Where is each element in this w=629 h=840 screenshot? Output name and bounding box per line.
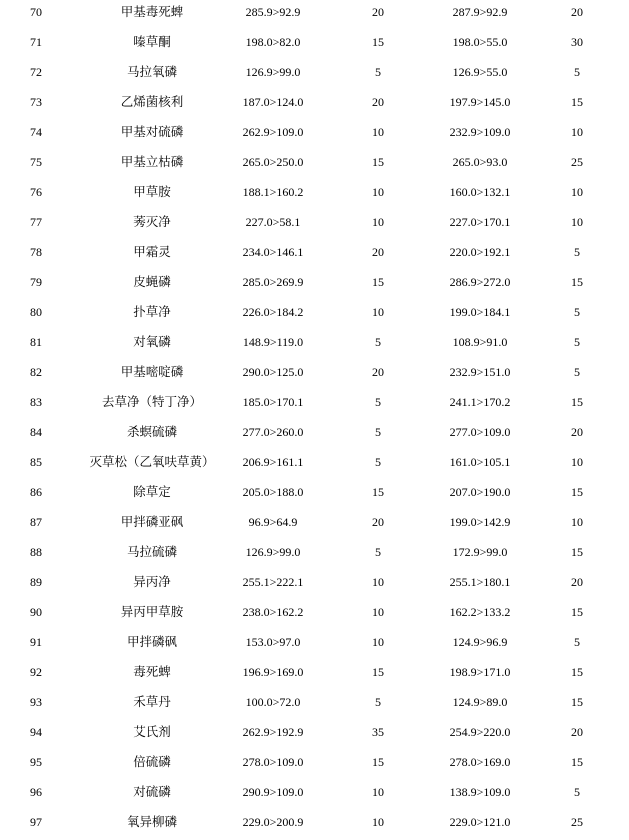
qualifier-collision-energy: 20 xyxy=(571,5,583,19)
quantifier-collision-energy: 15 xyxy=(372,755,384,769)
table-row xyxy=(0,450,629,480)
qualifier-collision-energy: 15 xyxy=(571,545,583,559)
quantifier-transition: 126.9>99.0 xyxy=(245,65,301,79)
quantifier-collision-energy: 20 xyxy=(372,365,384,379)
row-number: 92 xyxy=(30,665,42,679)
qualifier-collision-energy: 15 xyxy=(571,665,583,679)
row-number: 89 xyxy=(30,575,42,589)
compound-name: 异丙净 xyxy=(133,574,171,589)
quantifier-transition: 285.9>92.9 xyxy=(245,5,301,19)
qualifier-collision-energy: 20 xyxy=(571,425,583,439)
compound-name: 氧异柳磷 xyxy=(126,814,177,829)
qualifier-collision-energy: 5 xyxy=(574,305,580,319)
qualifier-transition: 199.0>142.9 xyxy=(449,515,511,529)
quantifier-transition: 126.9>99.0 xyxy=(245,545,301,559)
quantifier-transition: 148.9>119.0 xyxy=(242,335,304,349)
compound-name: 嗪草酮 xyxy=(133,34,171,49)
compound-name: 异丙甲草胺 xyxy=(120,604,184,619)
compound-name: 毒死蜱 xyxy=(133,664,171,679)
qualifier-transition: 277.0>109.0 xyxy=(449,425,511,439)
quantifier-transition: 290.9>109.0 xyxy=(242,785,304,799)
quantifier-collision-energy: 5 xyxy=(375,335,381,349)
table-row xyxy=(0,60,629,90)
table-row xyxy=(0,420,629,450)
qualifier-collision-energy: 15 xyxy=(571,605,583,619)
qualifier-transition: 197.9>145.0 xyxy=(449,95,511,109)
quantifier-transition: 234.0>146.1 xyxy=(242,245,304,259)
quantifier-transition: 205.0>188.0 xyxy=(242,485,304,499)
row-number: 75 xyxy=(30,155,42,169)
row-number: 95 xyxy=(30,755,42,769)
quantifier-collision-energy: 10 xyxy=(372,605,384,619)
table-row xyxy=(0,330,629,360)
compound-name: 对氧磷 xyxy=(133,334,171,349)
quantifier-collision-energy: 10 xyxy=(372,305,384,319)
compound-name: 马拉氧磷 xyxy=(126,64,177,79)
table-row xyxy=(0,150,629,180)
quantifier-transition: 227.0>58.1 xyxy=(245,215,301,229)
row-number: 82 xyxy=(30,365,42,379)
qualifier-collision-energy: 10 xyxy=(571,455,583,469)
table-row xyxy=(0,630,629,660)
table-row xyxy=(0,270,629,300)
qualifier-transition: 124.9>96.9 xyxy=(452,635,508,649)
qualifier-transition: 232.9>109.0 xyxy=(449,125,511,139)
qualifier-transition: 241.1>170.2 xyxy=(449,395,511,409)
compound-name: 甲霜灵 xyxy=(133,244,171,259)
row-number: 90 xyxy=(30,605,42,619)
row-number: 76 xyxy=(30,185,42,199)
qualifier-transition: 161.0>105.1 xyxy=(449,455,511,469)
qualifier-collision-energy: 5 xyxy=(574,335,580,349)
qualifier-transition: 198.9>171.0 xyxy=(449,665,511,679)
table-row xyxy=(0,120,629,150)
qualifier-collision-energy: 5 xyxy=(574,785,580,799)
qualifier-collision-energy: 30 xyxy=(571,35,583,49)
row-number: 70 xyxy=(30,5,42,19)
quantifier-transition: 153.0>97.0 xyxy=(245,635,301,649)
quantifier-collision-energy: 15 xyxy=(372,155,384,169)
qualifier-collision-energy: 15 xyxy=(571,485,583,499)
row-number: 78 xyxy=(30,245,42,259)
quantifier-transition: 198.0>82.0 xyxy=(245,35,301,49)
row-number: 88 xyxy=(30,545,42,559)
qualifier-transition: 220.0>192.1 xyxy=(449,245,511,259)
row-number: 86 xyxy=(30,485,42,499)
table-row xyxy=(0,180,629,210)
qualifier-collision-energy: 15 xyxy=(571,95,583,109)
quantifier-collision-energy: 20 xyxy=(372,515,384,529)
compound-name: 禾草丹 xyxy=(133,694,171,709)
quantifier-collision-energy: 15 xyxy=(372,485,384,499)
qualifier-transition: 254.9>220.0 xyxy=(449,725,511,739)
qualifier-collision-energy: 20 xyxy=(571,725,583,739)
quantifier-transition: 185.0>170.1 xyxy=(242,395,304,409)
compound-name: 除草定 xyxy=(133,484,171,499)
qualifier-collision-energy: 5 xyxy=(574,365,580,379)
quantifier-collision-energy: 10 xyxy=(372,635,384,649)
qualifier-collision-energy: 15 xyxy=(571,275,583,289)
compound-name: 扑草净 xyxy=(133,304,171,319)
quantifier-collision-energy: 10 xyxy=(372,215,384,229)
compound-name: 甲拌磷砜 xyxy=(126,634,177,649)
table-row xyxy=(0,570,629,600)
quantifier-collision-energy: 15 xyxy=(372,35,384,49)
row-number: 73 xyxy=(30,95,42,109)
quantifier-transition: 265.0>250.0 xyxy=(242,155,304,169)
compound-name: 莠灭净 xyxy=(133,214,171,229)
table-row xyxy=(0,810,629,840)
table-row xyxy=(0,210,629,240)
table-row xyxy=(0,510,629,540)
qualifier-collision-energy: 10 xyxy=(571,185,583,199)
table-row xyxy=(0,750,629,780)
compound-name: 去草净（特丁净） xyxy=(101,394,202,409)
table-row xyxy=(0,720,629,750)
row-number: 87 xyxy=(30,515,42,529)
compound-name: 乙烯菌核利 xyxy=(120,94,184,109)
quantifier-collision-energy: 5 xyxy=(375,395,381,409)
qualifier-collision-energy: 15 xyxy=(571,695,583,709)
qualifier-transition: 287.9>92.9 xyxy=(452,5,508,19)
qualifier-transition: 229.0>121.0 xyxy=(449,815,511,829)
quantifier-collision-energy: 5 xyxy=(375,545,381,559)
row-number: 72 xyxy=(30,65,42,79)
compound-name: 艾氏剂 xyxy=(133,724,171,739)
quantifier-collision-energy: 20 xyxy=(372,5,384,19)
table-row xyxy=(0,0,629,30)
row-number: 74 xyxy=(30,125,42,139)
quantifier-transition: 96.9>64.9 xyxy=(248,515,298,529)
quantifier-transition: 188.1>160.2 xyxy=(242,185,304,199)
quantifier-collision-energy: 10 xyxy=(372,185,384,199)
compound-name: 马拉硫磷 xyxy=(126,544,177,559)
row-number: 80 xyxy=(30,305,42,319)
qualifier-transition: 124.9>89.0 xyxy=(452,695,508,709)
compound-name: 倍硫磷 xyxy=(133,754,171,769)
qualifier-collision-energy: 5 xyxy=(574,635,580,649)
qualifier-transition: 199.0>184.1 xyxy=(449,305,511,319)
quantifier-transition: 262.9>192.9 xyxy=(242,725,304,739)
qualifier-collision-energy: 25 xyxy=(571,155,583,169)
qualifier-transition: 108.9>91.0 xyxy=(452,335,508,349)
row-number: 96 xyxy=(30,785,42,799)
quantifier-collision-energy: 35 xyxy=(372,725,384,739)
qualifier-transition: 126.9>55.0 xyxy=(452,65,508,79)
compound-name: 灭草松（乙氧呋草黄） xyxy=(89,454,215,469)
table-row xyxy=(0,30,629,60)
compound-name: 甲基对硫磷 xyxy=(120,124,184,139)
row-number: 94 xyxy=(30,725,42,739)
qualifier-transition: 198.0>55.0 xyxy=(452,35,508,49)
compound-name: 甲草胺 xyxy=(133,184,171,199)
quantifier-collision-energy: 10 xyxy=(372,575,384,589)
qualifier-collision-energy: 10 xyxy=(571,215,583,229)
row-number: 85 xyxy=(30,455,42,469)
qualifier-transition: 265.0>93.0 xyxy=(452,155,508,169)
quantifier-collision-energy: 15 xyxy=(372,275,384,289)
qualifier-transition: 255.1>180.1 xyxy=(449,575,511,589)
table-row xyxy=(0,660,629,690)
quantifier-transition: 229.0>200.9 xyxy=(242,815,304,829)
row-number: 84 xyxy=(30,425,42,439)
quantifier-collision-energy: 10 xyxy=(372,125,384,139)
row-number: 77 xyxy=(30,215,42,229)
table-row xyxy=(0,240,629,270)
table-row xyxy=(0,540,629,570)
quantifier-transition: 278.0>109.0 xyxy=(242,755,304,769)
qualifier-transition: 286.9>272.0 xyxy=(449,275,511,289)
qualifier-collision-energy: 20 xyxy=(571,575,583,589)
quantifier-transition: 262.9>109.0 xyxy=(242,125,304,139)
table-row xyxy=(0,600,629,630)
row-number: 93 xyxy=(30,695,42,709)
row-number: 91 xyxy=(30,635,42,649)
quantifier-collision-energy: 10 xyxy=(372,815,384,829)
compound-name: 甲基嘧啶磷 xyxy=(120,364,184,379)
quantifier-collision-energy: 5 xyxy=(375,425,381,439)
compound-name: 甲基立枯磷 xyxy=(120,154,184,169)
qualifier-collision-energy: 15 xyxy=(571,395,583,409)
table-row xyxy=(0,360,629,390)
qualifier-collision-energy: 5 xyxy=(574,245,580,259)
row-number: 79 xyxy=(30,275,42,289)
quantifier-collision-energy: 20 xyxy=(372,245,384,259)
compound-name: 对硫磷 xyxy=(133,784,171,799)
qualifier-collision-energy: 10 xyxy=(571,515,583,529)
qualifier-transition: 207.0>190.0 xyxy=(449,485,511,499)
table-row xyxy=(0,780,629,810)
quantifier-transition: 255.1>222.1 xyxy=(242,575,304,589)
qualifier-collision-energy: 15 xyxy=(571,755,583,769)
quantifier-transition: 238.0>162.2 xyxy=(242,605,304,619)
row-number: 97 xyxy=(30,815,42,829)
quantifier-transition: 285.0>269.9 xyxy=(242,275,304,289)
qualifier-transition: 160.0>132.1 xyxy=(449,185,511,199)
table-row xyxy=(0,390,629,420)
quantifier-transition: 100.0>72.0 xyxy=(245,695,301,709)
compound-name: 甲拌磷亚砜 xyxy=(120,514,184,529)
row-number: 83 xyxy=(30,395,42,409)
quantifier-collision-energy: 5 xyxy=(375,455,381,469)
qualifier-collision-energy: 10 xyxy=(571,125,583,139)
quantifier-transition: 290.0>125.0 xyxy=(242,365,304,379)
compound-name: 皮蝇磷 xyxy=(133,274,171,289)
quantifier-transition: 206.9>161.1 xyxy=(242,455,304,469)
quantifier-collision-energy: 5 xyxy=(375,65,381,79)
quantifier-collision-energy: 20 xyxy=(372,95,384,109)
compound-name: 杀螟硫磷 xyxy=(126,424,177,439)
table-row xyxy=(0,90,629,120)
row-number: 81 xyxy=(30,335,42,349)
table-row xyxy=(0,480,629,510)
quantifier-transition: 277.0>260.0 xyxy=(242,425,304,439)
table-row xyxy=(0,300,629,330)
quantifier-collision-energy: 15 xyxy=(372,665,384,679)
qualifier-collision-energy: 5 xyxy=(574,65,580,79)
quantifier-transition: 196.9>169.0 xyxy=(242,665,304,679)
qualifier-collision-energy: 25 xyxy=(571,815,583,829)
row-number: 71 xyxy=(30,35,42,49)
quantifier-transition: 187.0>124.0 xyxy=(242,95,304,109)
quantifier-collision-energy: 10 xyxy=(372,785,384,799)
qualifier-transition: 278.0>169.0 xyxy=(449,755,511,769)
qualifier-transition: 227.0>170.1 xyxy=(449,215,511,229)
qualifier-transition: 162.2>133.2 xyxy=(449,605,511,619)
qualifier-transition: 172.9>99.0 xyxy=(452,545,508,559)
qualifier-transition: 232.9>151.0 xyxy=(449,365,511,379)
quantifier-collision-energy: 5 xyxy=(375,695,381,709)
qualifier-transition: 138.9>109.0 xyxy=(449,785,511,799)
table-row xyxy=(0,690,629,720)
quantifier-transition: 226.0>184.2 xyxy=(242,305,304,319)
compound-name: 甲基毒死蜱 xyxy=(120,4,184,19)
